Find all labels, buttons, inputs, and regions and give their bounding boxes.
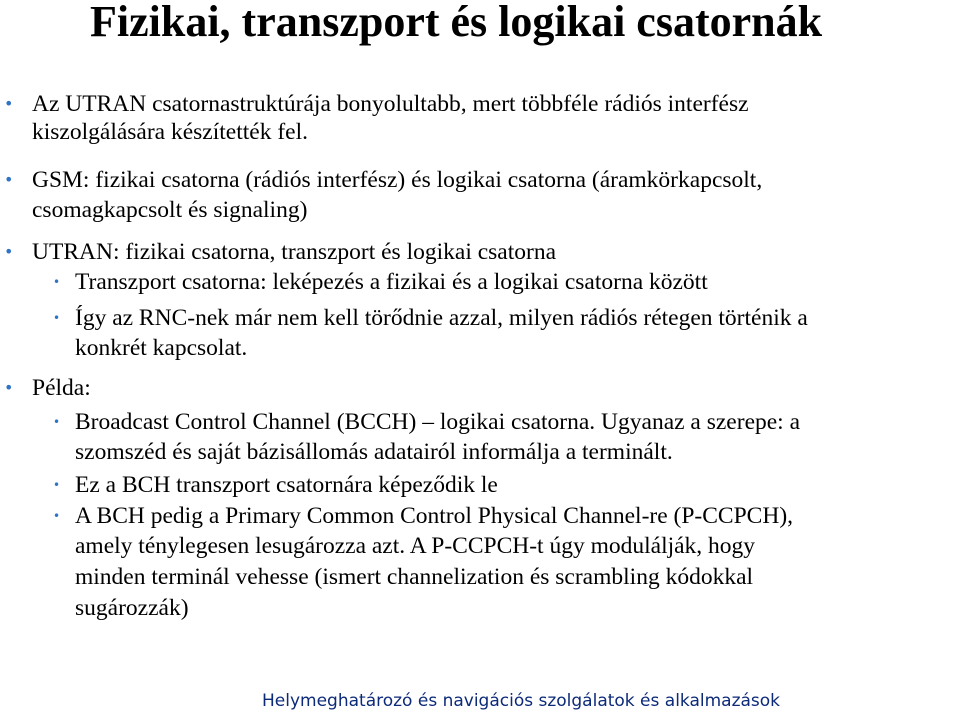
sub-bullet-text-continuation: amely ténylegesen lesugározza azt. A P-CCPCH-t úgy modulálják, hogy [75,533,756,559]
sub-bullet-icon: • [53,311,61,325]
sub-bullet-text: Broadcast Control Channel (BCCH) – logikai csatorna. Ugyanaz a szerepe: a [75,409,801,435]
bullet-icon: • [4,242,14,261]
bullet-text-continuation: csomagkapcsolt és signaling) [32,197,308,223]
bullet-icon: • [4,378,14,397]
sub-bullet-text-continuation: minden terminál vehesse (ismert channelization és scrambling kódokkal [75,564,754,590]
slide-title: Fizikai, transzport és logikai csatornák [90,0,823,46]
sub-bullet-text-continuation: sugározzák) [75,595,189,621]
bullet-text: Az UTRAN csatornastruktúrája bonyolultabb, mert többféle rádiós interfész [32,91,749,117]
bullet-icon: • [4,170,14,189]
bullet-icon: • [4,94,14,113]
bullet-text: Példa: [32,375,91,401]
sub-bullet-text-continuation: szomszéd és saját bázisállomás adatairól informálja a terminált. [75,439,673,465]
sub-bullet-icon: • [53,275,61,289]
sub-bullet-icon: • [53,509,61,523]
slide-footer: Helymeghatározó és navigációs szolgálatok és alkalmazások [262,691,781,711]
bullet-text-continuation: kiszolgálására készítették fel. [32,119,308,145]
sub-bullet-text: Ez a BCH transzport csatornára képeződik le [75,472,498,498]
sub-bullet-text: Így az RNC-nek már nem kell törődnie azzal, milyen rádiós rétegen történik a [75,305,808,331]
bullet-text: GSM: fizikai csatorna (rádiós interfész) és logikai csatorna (áramkörkapcsolt, [32,167,763,193]
sub-bullet-text-continuation: konkrét kapcsolat. [75,335,248,361]
bullet-text: UTRAN: fizikai csatorna, transzport és logikai csatorna [32,239,557,265]
sub-bullet-icon: • [53,478,61,492]
sub-bullet-icon: • [53,415,61,429]
sub-bullet-text: A BCH pedig a Primary Common Control Physical Channel-re (P-CCPCH), [75,503,794,529]
sub-bullet-text: Transzport csatorna: leképezés a fizikai és a logikai csatorna között [75,269,708,295]
